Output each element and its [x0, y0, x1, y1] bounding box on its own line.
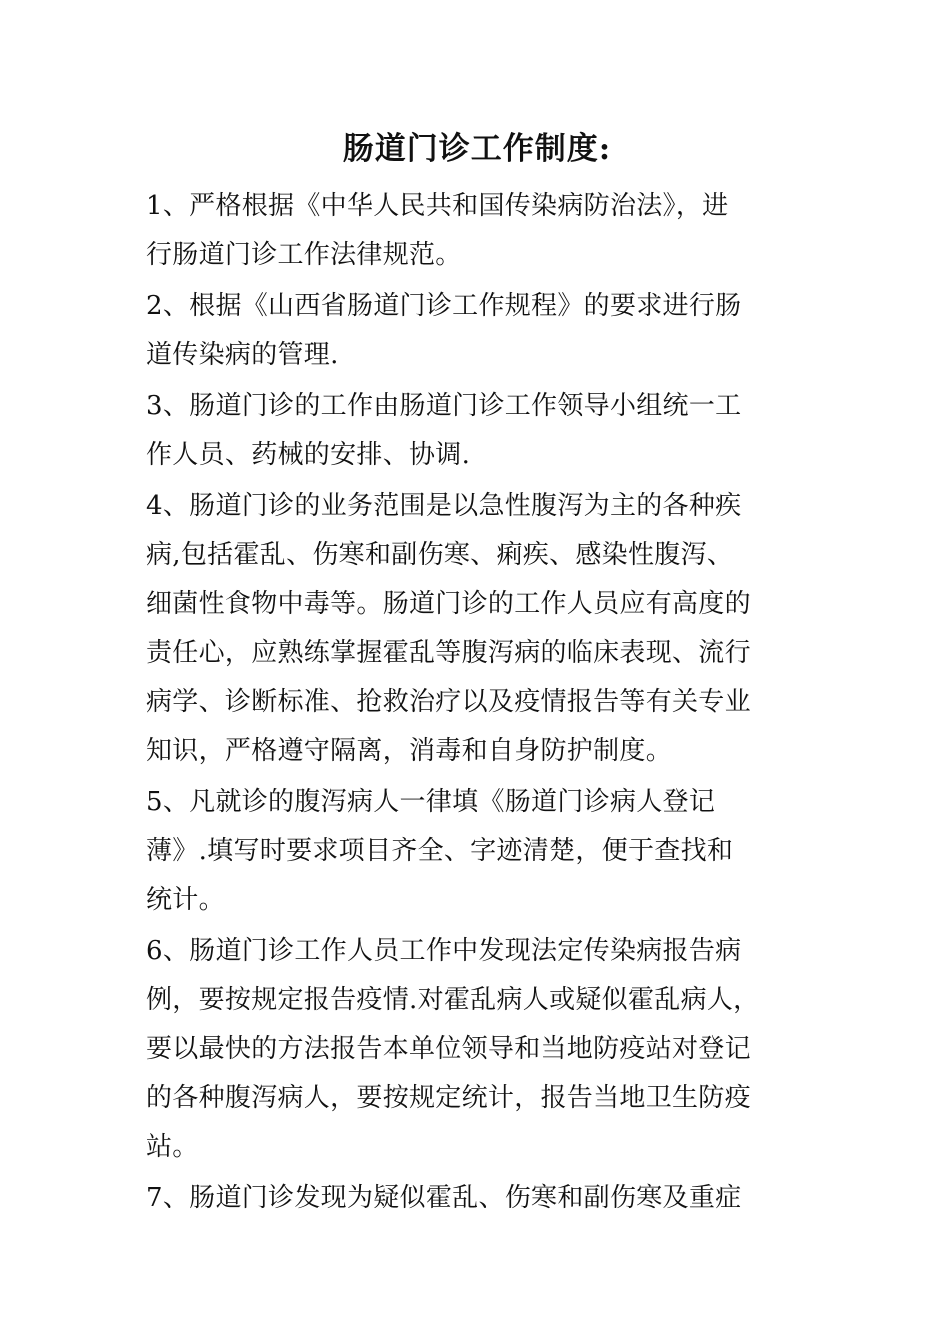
paragraph-line: 要以最快的方法报告本单位领导和当地防疫站对登记 [146, 1034, 751, 1064]
paragraph-5 [146, 778, 808, 925]
paragraph-line: 作人员、药械的安排、协调. [146, 440, 471, 470]
paragraph-line: 1、严格根据《中华人民共和国传染病防治法》，进 [146, 191, 729, 221]
document-title: 肠道门诊工作制度: [342, 131, 612, 167]
paragraph-line: 6、肠道门诊工作人员工作中发现法定传染病报告病 [146, 936, 742, 966]
paragraph-line: 薄》.填写时要求项目齐全、字迹清楚，便于查找和 [146, 836, 734, 866]
paragraph-line: 站。 [146, 1132, 199, 1162]
paragraph-line: 知识，严格遵守隔离，消毒和自身防护制度。 [146, 736, 673, 766]
paragraph-3 [146, 382, 808, 480]
paragraph-line: 5、凡就诊的腹泻病人一律填《肠道门诊病人登记 [146, 787, 716, 817]
document-page [146, 122, 808, 1225]
paragraph-line: 4、肠道门诊的业务范围是以急性腹泻为主的各种疾 [146, 491, 742, 521]
paragraph-line: 3、肠道门诊的工作由肠道门诊工作领导小组统一工 [146, 391, 742, 421]
paragraph-line: 的各种腹泻病人，要按规定统计，报告当地卫生防疫 [146, 1083, 751, 1113]
paragraph-line: 统计。 [146, 885, 225, 915]
paragraph-6 [146, 927, 808, 1172]
paragraph-4 [146, 482, 808, 776]
paragraph-line: 7、肠道门诊发现为疑似霍乱、伤寒和副伤寒及重症 [146, 1183, 742, 1213]
paragraph-line: 例，要按规定报告疫情.对霍乱病人或疑似霍乱病人， [146, 985, 760, 1015]
paragraph-line: 病学、诊断标准、抢救治疗以及疫情报告等有关专业 [146, 687, 751, 717]
paragraph-line: 2、根据《山西省肠道门诊工作规程》的要求进行肠 [146, 291, 742, 321]
paragraph-2 [146, 282, 808, 380]
paragraph-line: 行肠道门诊工作法律规范。 [146, 240, 462, 270]
paragraph-1 [146, 182, 808, 280]
paragraph-7 [146, 1174, 808, 1223]
paragraph-line: 责任心，应熟练掌握霍乱等腹泻病的临床表现、流行 [146, 638, 751, 668]
paragraph-line: 病,包括霍乱、伤寒和副伤寒、痢疾、感染性腹泻、 [146, 540, 734, 570]
paragraph-line: 道传染病的管理. [146, 340, 339, 370]
paragraph-line: 细菌性食物中毒等。肠道门诊的工作人员应有高度的 [146, 589, 751, 619]
